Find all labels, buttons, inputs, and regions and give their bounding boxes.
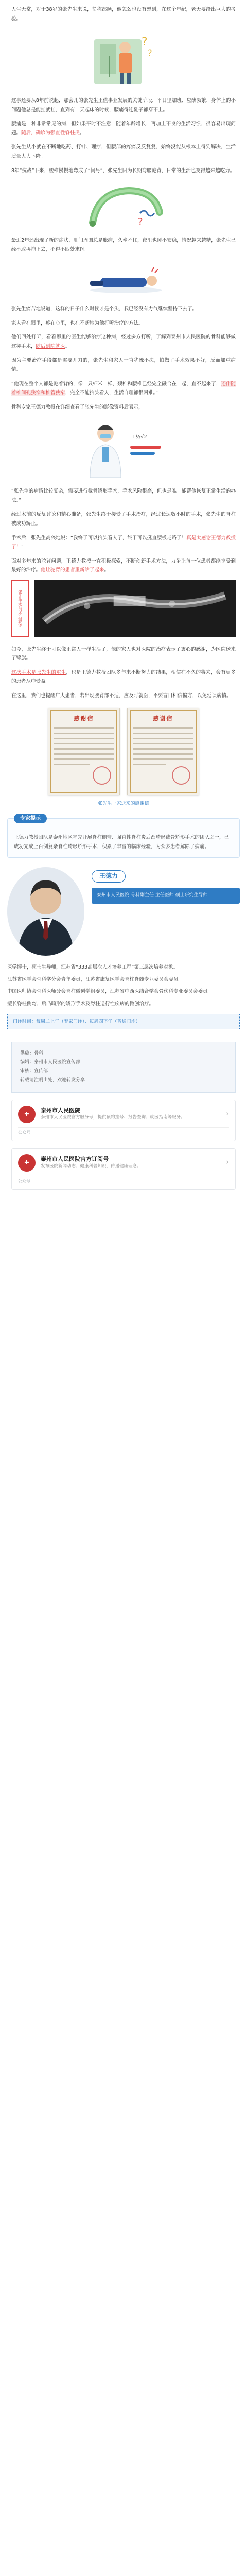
highlight-link: 随后到院就医 [36,343,65,349]
thank-letters [11,708,236,795]
account-description: 发布医院新闻动态、健康科普知识，传递健康理念。 [41,1163,142,1169]
doctor-bio-head [7,867,240,956]
paragraph-text: 腰痛是一种非常常见的病，但如果平时不注意，随着年龄增长，再加上不良的生活习惯，很容易出现问题。 [11,121,236,136]
highlight-link: 真是太感谢王德力教授了！ [11,535,236,550]
highlight-link: 这次手术是张先生的重生 [11,669,66,675]
paragraph-text: 他们四处打听，看看哪里的医生能够治疗这种病，经过多方打听，了解到泰州市人民医院的骨科能够做这种手术， [11,334,236,349]
paragraph: 因为主要治疗手段都是需要开刀的，张先生和家人一直犹豫不决，怕做了手术效果不好，反而加重病情。 [11,358,236,372]
paragraph [11,668,236,686]
paragraph [11,380,236,398]
svg-text:?: ? [138,216,143,228]
paragraph: 这事还要从8年前说起，那会儿的张先生正值事业发展的关键阶段，平日里加班、应酬频繁，身体上的小问题他总是能扛就扛，直到有一天起床的时候，腰痛得连鞋子都穿不上。 [11,98,236,113]
image-caption: 张先生一家送来的感谢信 [98,801,149,806]
hospital-logo-icon: ✚ [18,1154,36,1172]
xray-block [11,580,236,637]
doctor-titles: 泰州市人民医院 骨科副主任 主任医师 硕士研究生导师 [92,888,240,904]
paragraph [11,557,236,575]
paragraph-text: “他现在整个人都是驼着背的，像一只虾米一样，颈椎和腰椎已经完全融合在一起，直不起来了， [11,381,221,387]
chevron-right-icon: › [226,1158,229,1166]
doctor-portrait [7,867,84,956]
paragraph-text: ，也是王德力教授团队多年来不断努力的结果，相信在不久的将来，会有更多的患者从中受益。 [11,669,236,685]
seal-stamp-icon [93,766,111,785]
highlight-link: 他让驼背的患者重新站了起来 [41,567,104,573]
credit-line: 编辑：泰州市人民医院宣传部 [20,1060,81,1065]
xray-label: 张先生术前术后影像 [11,580,29,637]
account-name: 泰州市人民医院 [41,1107,80,1114]
clinic-hours: 门诊时间：每周二上午（专家门诊）、每周四下午（普通门诊） [7,1014,240,1030]
illustration-question [11,28,236,89]
xray-illustration [34,580,236,637]
doctor-name: 王德力 [92,870,126,883]
paragraph [11,534,236,552]
paragraph-text: 。 [65,343,70,349]
paragraph: 张先生从小就在不断地吃药、打针、理疗，但腰部的疼痛反反复复，始终没能从根本上得到解决，生活质量大大下降。 [11,144,236,159]
account-description: 泰州市人民医院官方服务号，提供预约挂号、报告查询、就医指南等服务。 [41,1115,185,1121]
doc-title: 感谢信 [153,715,173,722]
paragraph-text: ，完全不能抬头看人，生活自理都很困难。” [65,390,158,396]
bio-line: 擅长脊柱侧弯、后凸畸形的矫形手术及脊柱退行性疾病的微创治疗。 [7,1001,154,1007]
credit-line: 转载请注明出处，欢迎转发分享 [20,1077,85,1083]
official-account-card[interactable] [11,1100,236,1141]
account-info [41,1155,142,1170]
account-meta: 公众号 [18,1176,229,1184]
paragraph [11,120,236,138]
svg-text:?: ? [142,36,148,49]
account-meta: 公众号 [18,1127,229,1136]
thank-letter-2 [127,708,199,795]
xray-image [34,580,236,637]
expert-tip-section [7,818,240,858]
credit-line: 供稿：骨科 [20,1051,44,1057]
svg-text:?: ? [148,48,152,58]
illustration-lying [11,259,236,297]
paragraph: 家人看在眼里，疼在心里，也在不断地为他打听治疗的方法。 [11,320,144,326]
highlight-text: 随后，确诊为 [21,130,51,136]
paragraph: 张先生痛苦地说道，这样的日子什么时候才是个头，我已经没有力气继续坚持下去了。 [11,306,198,312]
illustration-spine [11,180,236,229]
account-main [18,1106,229,1123]
account-name: 泰州市人民医院官方订阅号 [41,1156,109,1163]
svg-text:1½√2: 1½√2 [132,434,147,440]
paragraph [11,333,236,351]
bio-line: 医学博士，硕士生导师，江苏省“333高层次人才培养工程”第三层次培养对象。 [7,964,178,971]
paragraph-text: 。 [80,130,85,136]
doctor-illustration [75,418,172,479]
doc-title: 感谢信 [74,715,94,722]
paragraph: 如今，张先生终于可以像正常人一样生活了，他的家人也对医院的治疗表示了衷心的感谢，为医院送来了锦旗。 [11,646,236,662]
paragraph-text: 手术后，张先生高兴地说：“我终于可以抬头看人了，终于可以挺直腰板走路了！ [11,535,187,541]
seal-stamp-icon [172,766,190,785]
official-account-card[interactable] [11,1148,236,1190]
paragraph: “张先生的病情比较复杂，需要进行截骨矫形手术，手术风险很高，但也是唯一能帮他恢复正常生活的办法。” [11,488,236,503]
expert-tip-text: 王德力教授团队是泰州地区率先开展脊柱侧弯、强直性脊柱炎后凸畸形截骨矫形手术的团队之一，已成功完成上百例复杂脊柱畸形矫形手术，积累了丰富的临床经验，为众多患者解除了病痛。 [14,835,230,850]
bent-spine-illustration [77,181,170,228]
bio-line: 江苏省医学会骨科学分会青年委员，江苏省康复医学会脊柱脊髓专业委员会委员。 [7,976,184,982]
paragraph: 在这里，我们也提醒广大患者，若出现腰背部不适，应及时就医，不要盲目相信偏方，以免延误病情。 [11,693,232,699]
doctor-bio-text [7,963,240,1008]
credit-line: 审核：宣传部 [20,1069,48,1074]
chevron-right-icon: › [226,1109,229,1118]
thank-letter-1 [48,708,120,795]
doctor-bio-card [92,867,240,904]
paragraph-text: ” [21,544,24,550]
account-info [41,1107,185,1122]
paragraph: 8年“抗战”下来，腰椎慢慢地弯成了“问号”，张先生因为长期弯腰驼背，日常的生活也变得越来越吃力。 [11,167,235,174]
expert-tip-tag: 专家提示 [14,814,47,823]
hospital-logo-icon: ✚ [18,1106,36,1123]
illustration-doctor [11,417,236,480]
paragraph-text: 面对多年来的驼背问题，王德力教授一直积极探索，不断创新手术方法，力争让每一位患者都能享受到最好的治疗。 [11,558,236,573]
doctor-portrait-image [7,867,84,956]
doctor-bio [7,867,240,1029]
paragraph-text: 。 [104,567,110,573]
editor-credits [11,1042,236,1092]
person-question-illustration [85,30,162,88]
paragraph: 最近2年还出现了新的症状，肛门周围总是胀痛，久坐不住，夜里也睡不安稳，情况越来越糟，张先生已经不敢再拖下去，不得不四处求医。 [11,238,236,252]
paragraph: 人生无常，对于38岁的张先生来说，简称都顺，他怎么也没有想到，在这个年纪，老天要给出巨大的考验。 [11,7,236,22]
article-page [0,0,247,1190]
bio-line: 中国医师协会骨科医师分会脊柱微创学组委员，江苏省中西医结合学会骨伤科专业委员会委员。 [7,989,213,995]
paragraph: 骨科专家王德力教授在详细查看了张先生的影像资料后表示， [11,404,144,410]
highlight-link: 还伴随着椎间孔狭窄和椎管狭窄 [11,381,236,396]
paragraph: 经过术前的反复讨论和精心准备，张先生终于接受了手术治疗，经过长达数小时的手术，张先生的脊柱被成功矫正。 [11,512,236,527]
article-body [0,0,247,808]
account-main [18,1154,229,1172]
highlight-link: 强直性脊柱炎 [50,130,80,136]
person-lying-illustration [80,260,167,296]
